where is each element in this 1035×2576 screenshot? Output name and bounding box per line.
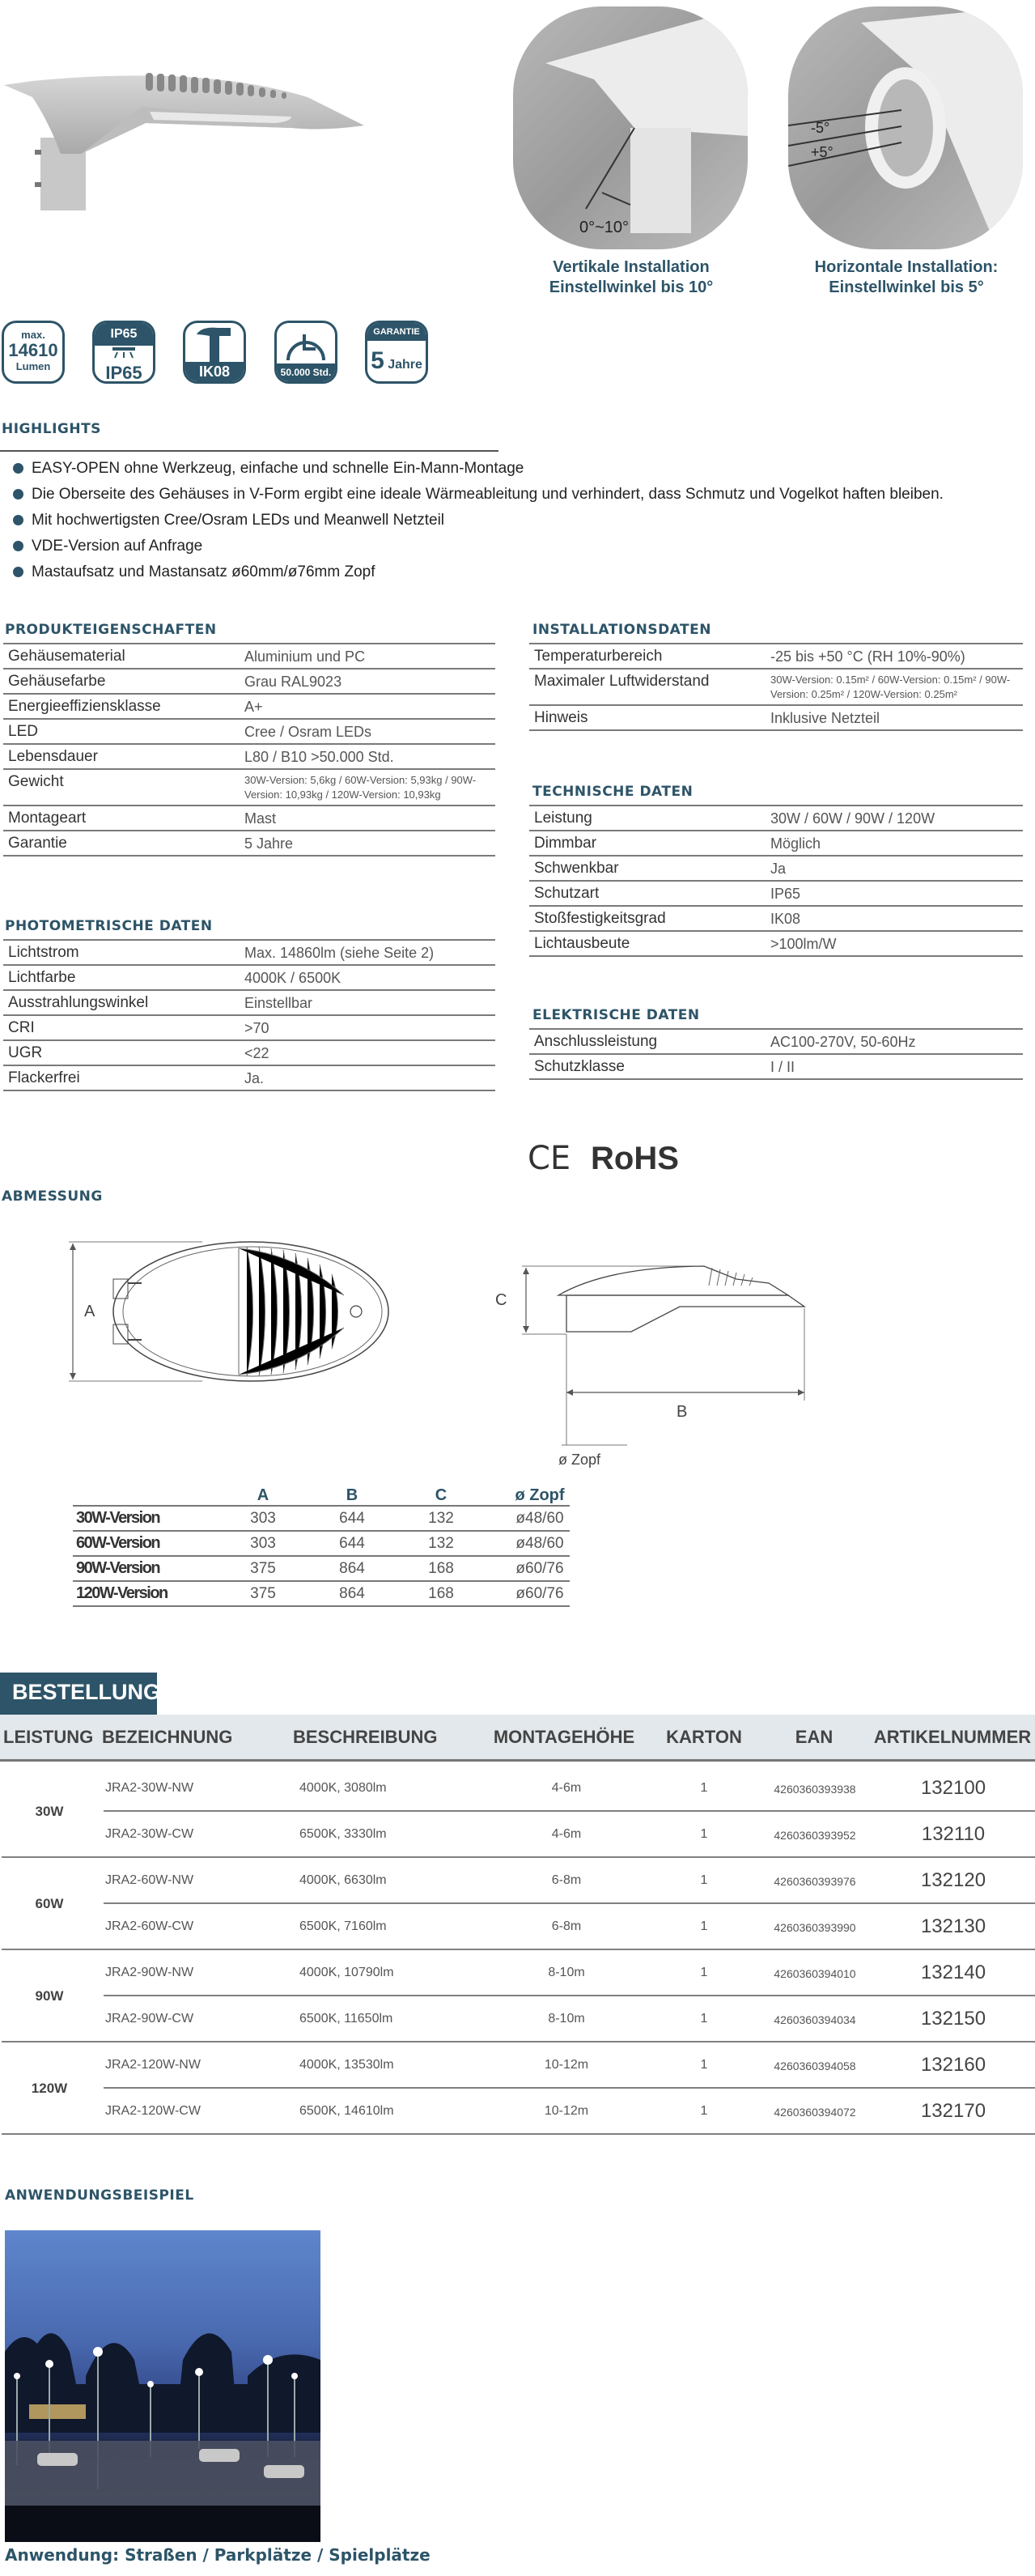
description-cell: 4000K, 13530lm <box>299 2058 394 2072</box>
highlight-item: Mastaufsatz und Mastansatz ø60mm/ø76mm Zopf <box>13 563 375 581</box>
warranty-badge: GARANTIE 5 Jahre <box>365 321 428 384</box>
dimension-label-b: B <box>677 1403 688 1421</box>
spec-row: Schutzklasse I / II <box>529 1053 1023 1080</box>
bestellung-title: BESTELLUNG <box>0 1673 157 1715</box>
bullet-icon <box>13 541 23 551</box>
anwendung-title: ANWENDUNGSBEISPIEL <box>5 2187 194 2204</box>
designation-cell: JRA2-30W-CW <box>105 1827 194 1841</box>
header-karton: KARTON <box>666 1727 742 1747</box>
carton-cell: 1 <box>700 1873 708 1887</box>
spec-row: Temperaturbereich -25 bis +50 °C (RH 10%-90%) <box>529 643 1023 668</box>
carton-cell: 1 <box>700 2058 708 2072</box>
carton-cell: 1 <box>700 2012 708 2026</box>
order-row <box>0 1904 1035 1950</box>
description-cell: 4000K, 3080lm <box>299 1781 387 1795</box>
dimension-label-zopf: ø Zopf <box>558 1452 601 1468</box>
mounting-height-cell: 6-8m <box>551 1919 582 1933</box>
spec-row: Gehäusematerial Aluminium und PC <box>3 643 495 668</box>
highlight-item: Mit hochwertigsten Cree/Osram LEDs und Meanwell Netzteil <box>13 512 444 529</box>
designation-cell: JRA2-120W-NW <box>105 2058 201 2072</box>
spec-row: Energieeffiziensklasse A+ <box>3 693 495 718</box>
side-view-drawing <box>494 1263 914 1481</box>
rohs-mark: RoHS <box>591 1141 679 1176</box>
carton-cell: 1 <box>700 2104 708 2118</box>
carton-cell: 1 <box>700 1781 708 1795</box>
order-row <box>0 1766 1035 1812</box>
ean-cell: 4260360394010 <box>774 1967 856 1980</box>
application-caption: Anwendung: Straßen / Parkplätze / Spielplätze <box>5 2545 431 2565</box>
table-row: 30W-Version 303 644 132 ø48/60 <box>73 1507 570 1532</box>
spec-row: Gewicht 30W-Version: 5,6kg / 60W-Version: 5,93kg / 90W-Version: 10,93kg / 120W-Version: 10,93kg <box>3 768 495 805</box>
spec-row: Stoßfestigkeitsgrad IK08 <box>529 905 1023 930</box>
designation-cell: JRA2-90W-CW <box>105 2012 194 2026</box>
produkteigenschaften-title: PRODUKTEIGENSCHAFTEN <box>5 622 217 638</box>
bullet-icon <box>13 567 23 577</box>
power-group-label: 120W <box>31 2081 68 2096</box>
ce-mark-icon: CE <box>528 1140 571 1177</box>
table-row: 60W-Version 303 644 132 ø48/60 <box>73 1532 570 1557</box>
spec-row: Gehäusefarbe Grau RAL9023 <box>3 668 495 693</box>
elektrische-table <box>529 1028 1023 1080</box>
spec-row: Lichtstrom Max. 14860lm (siehe Seite 2) <box>3 939 495 964</box>
technische-table <box>529 805 1023 957</box>
order-row <box>0 1996 1035 2043</box>
dimension-label-a: A <box>84 1303 95 1320</box>
abmessung-title: ABMESSUNG <box>2 1188 103 1205</box>
ean-cell: 4260360394058 <box>774 2060 856 2072</box>
mounting-height-cell: 10-12m <box>544 2058 589 2072</box>
header-artikelnummer: ARTIKELNUMMER <box>873 1727 1032 1747</box>
product-image <box>0 49 453 210</box>
article-number-cell: 132100 <box>920 1777 986 1799</box>
spec-row: Lichtfarbe 4000K / 6500K <box>3 964 495 989</box>
header-bezeichnung: BEZEICHNUNG <box>102 1727 233 1747</box>
angle-label-vertical: 0°~10° <box>579 219 630 236</box>
highlight-item: VDE-Version auf Anfrage <box>13 538 202 555</box>
lumen-badge: max. 14610 Lumen <box>2 321 65 384</box>
installationsdaten-title: INSTALLATIONSDATEN <box>532 622 711 638</box>
angle-label-plus: +5° <box>811 144 834 160</box>
horizontal-installation-image <box>788 6 1023 249</box>
lamp-rays-icon <box>95 346 153 359</box>
highlight-item: EASY-OPEN ohne Werkzeug, einfache und schnelle Ein-Mann-Montage <box>13 460 524 478</box>
carton-cell: 1 <box>700 1919 708 1933</box>
description-cell: 4000K, 10790lm <box>299 1966 394 1979</box>
top-view-drawing <box>65 1239 469 1384</box>
designation-cell: JRA2-60W-NW <box>105 1873 194 1887</box>
spec-row: Hinweis Inklusive Netzteil <box>529 704 1023 731</box>
spec-row: Dimmbar Möglich <box>529 830 1023 855</box>
header-beschreibung: BESCHREIBUNG <box>293 1727 438 1747</box>
technische-title: TECHNISCHE DATEN <box>532 784 694 800</box>
spec-row: Lichtausbeute >100lm/W <box>529 930 1023 957</box>
spec-row: Leistung 30W / 60W / 90W / 120W <box>529 805 1023 830</box>
description-cell: 6500K, 7160lm <box>299 1919 387 1933</box>
clock-icon <box>277 323 335 363</box>
spec-row: Schwenkbar Ja <box>529 855 1023 880</box>
table-row: 90W-Version 375 864 168 ø60/76 <box>73 1557 570 1582</box>
mounting-height-cell: 8-10m <box>548 2012 585 2026</box>
carton-cell: 1 <box>700 1966 708 1979</box>
description-cell: 6500K, 14610lm <box>299 2104 394 2118</box>
article-number-cell: 132150 <box>920 2008 986 2030</box>
description-cell: 4000K, 6630lm <box>299 1873 387 1887</box>
ean-cell: 4260360393952 <box>774 1829 856 1842</box>
spec-row: Flackerfrei Ja. <box>3 1065 495 1091</box>
article-number-cell: 132170 <box>920 2100 986 2122</box>
vertical-installation-image <box>513 6 748 249</box>
spec-row: Ausstrahlungswinkel Einstellbar <box>3 989 495 1014</box>
designation-cell: JRA2-30W-NW <box>105 1781 194 1795</box>
order-row <box>0 1858 1035 1904</box>
bullet-icon <box>13 515 23 525</box>
ean-cell: 4260360394072 <box>774 2106 856 2119</box>
mounting-height-cell: 6-8m <box>551 1873 582 1887</box>
article-number-cell: 132140 <box>920 1962 986 1983</box>
horizontal-installation-caption: Horizontale Installation: Einstellwinkel bis 5° <box>814 258 999 296</box>
spec-row: Montageart Mast <box>3 805 495 830</box>
order-row <box>0 2043 1035 2089</box>
spec-row: Schutzart IP65 <box>529 880 1023 905</box>
description-cell: 6500K, 11650lm <box>299 2012 393 2026</box>
photometrische-table <box>3 939 495 1091</box>
row-divider <box>2 2133 1035 2135</box>
spec-row: Maximaler Luftwiderstand 30W-Version: 0.15m² / 60W-Version: 0.15m² / 90W-Version: 0.25m² / 120W-Version: 0.25m² <box>529 668 1023 704</box>
article-number-cell: 132130 <box>920 1915 986 1937</box>
order-row <box>0 2089 1035 2135</box>
highlight-item: Die Oberseite des Gehäuses in V-Form ergibt eine ideale Wärmeableitung und verhindert, dass Schmutz und Vogelkot haften bleiben. <box>13 486 944 504</box>
lifetime-badge: 50.000 Std. <box>274 321 337 384</box>
dimension-table-header: A B C ø Zopf <box>73 1484 570 1507</box>
hammer-icon <box>185 323 244 363</box>
dimension-label-c: C <box>495 1291 507 1309</box>
spec-row: Lebensdauer L80 / B10 >50.000 Std. <box>3 743 495 768</box>
power-group-label: 30W <box>35 1804 64 1819</box>
spec-row: Garantie 5 Jahre <box>3 830 495 857</box>
ean-cell: 4260360393976 <box>774 1875 856 1888</box>
carton-cell: 1 <box>700 1827 708 1841</box>
spec-row: CRI >70 <box>3 1014 495 1039</box>
designation-cell: JRA2-90W-NW <box>105 1966 194 1979</box>
produkteigenschaften-table <box>3 643 495 857</box>
photometrische-title: PHOTOMETRISCHE DATEN <box>5 918 213 934</box>
header-leistung: LEISTUNG <box>3 1727 94 1747</box>
order-table-header <box>0 1715 1035 1762</box>
header-montagehoehe: MONTAGEHÖHE <box>493 1727 635 1747</box>
spec-row: LED Cree / Osram LEDs <box>3 718 495 743</box>
mounting-height-cell: 4-6m <box>551 1827 582 1841</box>
designation-cell: JRA2-60W-CW <box>105 1919 194 1933</box>
ean-cell: 4260360393990 <box>774 1921 856 1934</box>
installationsdaten-table <box>529 643 1023 731</box>
ik08-badge: IK08 <box>183 321 246 384</box>
order-row <box>0 1950 1035 1996</box>
dimension-table <box>73 1484 570 1607</box>
article-number-cell: 132110 <box>921 1823 986 1845</box>
mounting-height-cell: 4-6m <box>551 1781 582 1795</box>
description-cell: 6500K, 3330lm <box>299 1827 387 1841</box>
elektrische-title: ELEKTRISCHE DATEN <box>532 1007 700 1023</box>
article-number-cell: 132120 <box>920 1869 986 1891</box>
article-number-cell: 132160 <box>920 2054 986 2076</box>
application-photo <box>5 2230 320 2542</box>
spec-row: UGR <22 <box>3 1039 495 1065</box>
header-ean: EAN <box>795 1727 834 1747</box>
bullet-icon <box>13 463 23 474</box>
spec-row: Anschlussleistung AC100-270V, 50-60Hz <box>529 1028 1023 1053</box>
street-lamp-illustration <box>0 49 453 210</box>
vertical-installation-caption: Vertikale Installation Einstellwinkel bis 10° <box>549 258 714 296</box>
mounting-height-cell: 10-12m <box>544 2104 589 2118</box>
angle-label-minus: -5° <box>811 120 830 136</box>
divider <box>0 450 498 452</box>
power-group-label: 60W <box>35 1896 64 1911</box>
ean-cell: 4260360394034 <box>774 2013 856 2026</box>
designation-cell: JRA2-120W-CW <box>105 2104 201 2118</box>
table-row: 120W-Version 375 864 168 ø60/76 <box>73 1582 570 1607</box>
bullet-icon <box>13 489 23 499</box>
power-group-label: 90W <box>35 1988 64 2004</box>
highlights-title: HIGHLIGHTS <box>2 421 101 437</box>
ean-cell: 4260360393938 <box>774 1783 856 1796</box>
order-row <box>0 1812 1035 1858</box>
mounting-height-cell: 8-10m <box>548 1966 585 1979</box>
ip65-badge: IP65 IP65 <box>92 321 155 384</box>
